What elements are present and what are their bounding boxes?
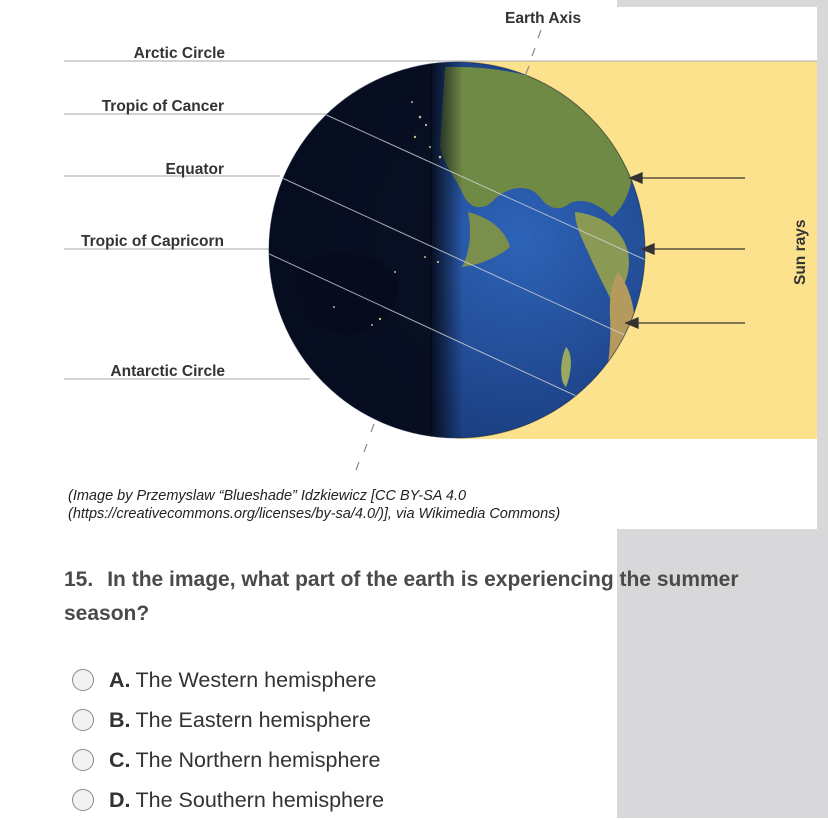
equator-label: Equator bbox=[165, 161, 224, 178]
image-credit-line-2: (https://creativecommons.org/licenses/by-sa/4.0/)], via Wikimedia Commons) bbox=[68, 506, 561, 522]
radio-button-d[interactable] bbox=[72, 789, 94, 811]
tropic-of-capricorn-label: Tropic of Capricorn bbox=[81, 233, 224, 250]
earth-axis-label: Earth Axis bbox=[505, 10, 582, 27]
question-number: 15. bbox=[64, 568, 94, 591]
image-credit-line-1: (Image by Przemyslaw “Blueshade” Idzkiewicz [CC BY-SA 4.0 bbox=[68, 488, 467, 504]
radio-button-c[interactable] bbox=[72, 749, 94, 771]
option-a-letter: A. bbox=[109, 667, 131, 692]
image-credit bbox=[68, 487, 628, 523]
radio-button-b[interactable] bbox=[72, 709, 94, 731]
option-b-text: The Eastern hemisphere bbox=[135, 707, 371, 732]
option-c-letter: C. bbox=[109, 747, 131, 772]
earth-illustration bbox=[0, 7, 817, 529]
answer-options bbox=[72, 660, 384, 820]
option-a-text: The Western hemisphere bbox=[135, 667, 377, 692]
season-diagram bbox=[0, 7, 817, 529]
tropic-of-cancer-label: Tropic of Cancer bbox=[101, 98, 224, 115]
option-c-text: The Northern hemisphere bbox=[135, 747, 381, 772]
option-b[interactable] bbox=[72, 700, 384, 740]
option-a[interactable] bbox=[72, 660, 384, 700]
option-d-letter: D. bbox=[109, 787, 131, 812]
option-d-text: The Southern hemisphere bbox=[135, 787, 385, 812]
question-text: In the image, what part of the earth is experiencing the summer season? bbox=[64, 568, 739, 625]
arctic-circle-label: Arctic Circle bbox=[133, 45, 225, 62]
option-c[interactable] bbox=[72, 740, 384, 780]
question-prompt bbox=[64, 563, 764, 631]
sun-rays-label: Sun rays bbox=[792, 219, 809, 285]
antarctic-circle-label: Antarctic Circle bbox=[110, 363, 225, 380]
option-b-letter: B. bbox=[109, 707, 131, 732]
radio-button-a[interactable] bbox=[72, 669, 94, 691]
option-d[interactable] bbox=[72, 780, 384, 820]
